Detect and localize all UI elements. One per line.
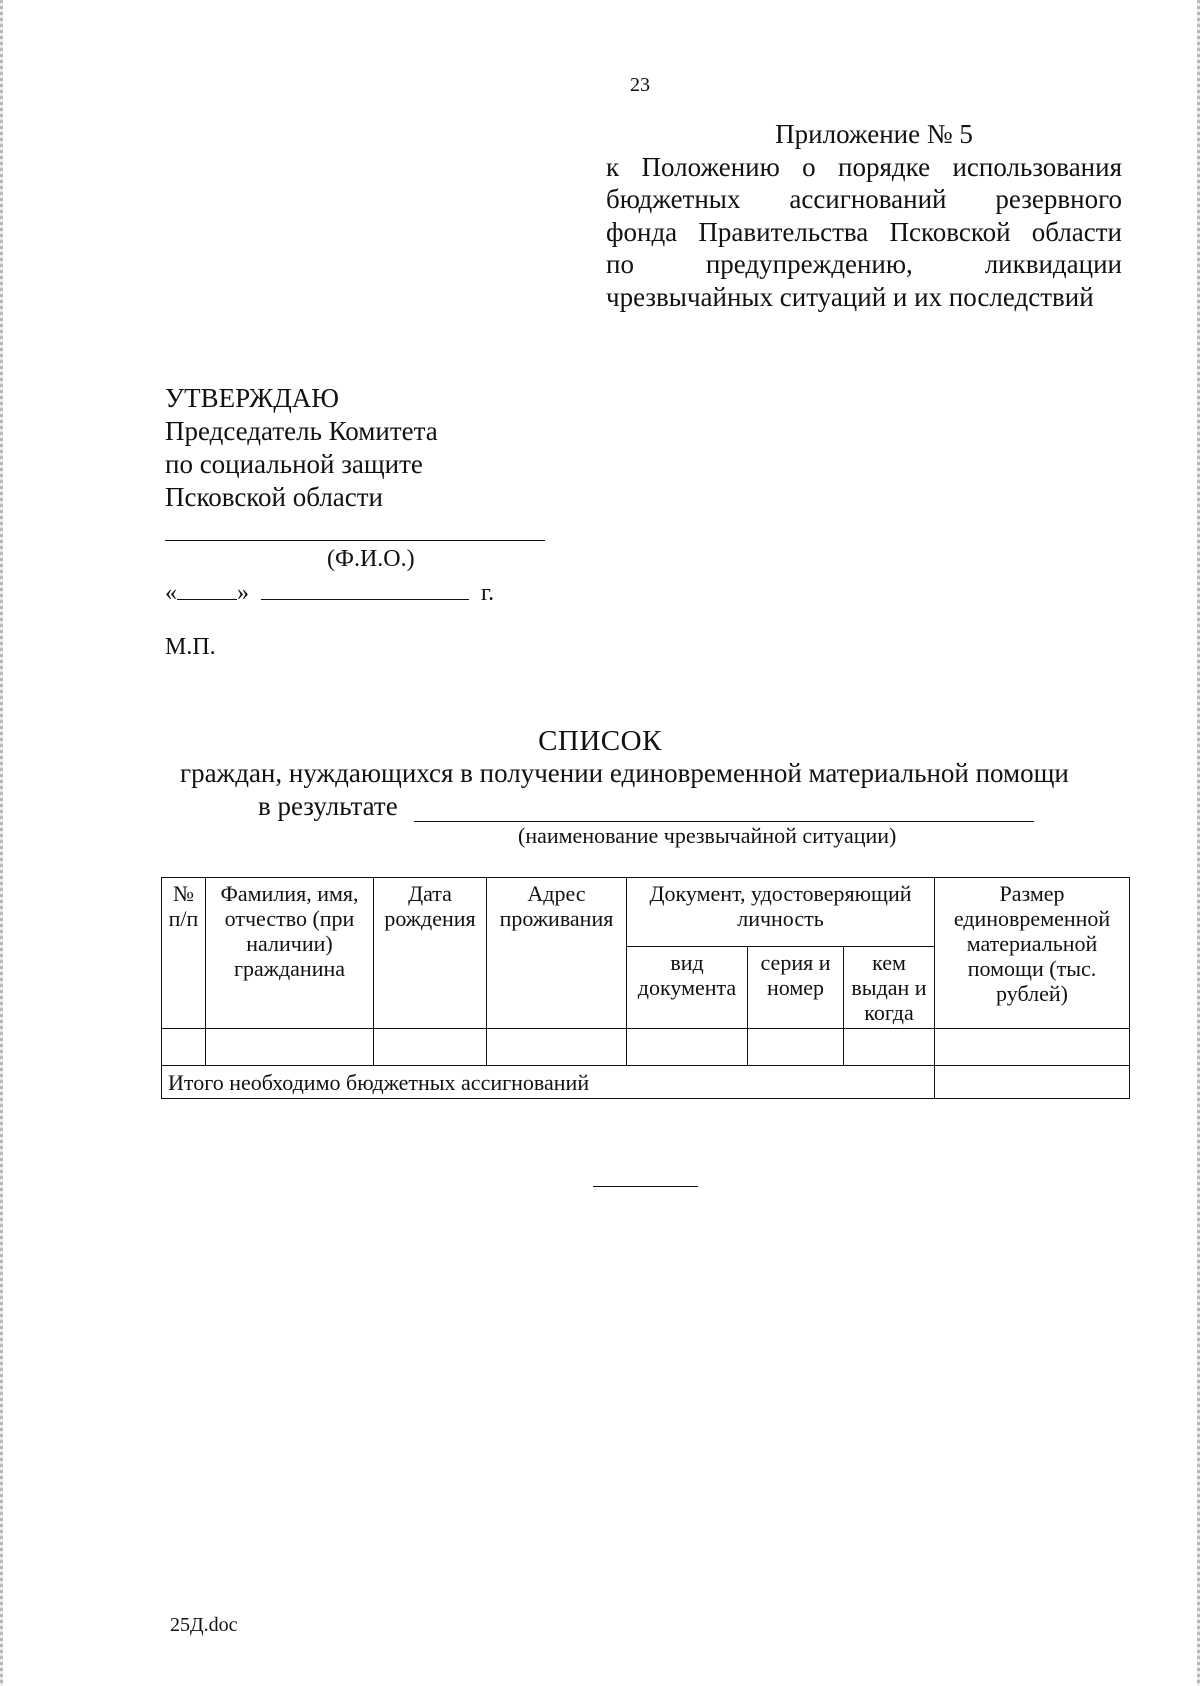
year-suffix: г. [481,580,495,606]
page-number: 23 [630,74,650,96]
annex-line: чрезвычайных ситуаций и их последствий [606,281,1094,312]
annex-title: Приложение № 5 [775,119,973,149]
header-identity-document: Документ, удостоверяющий личность [627,878,935,947]
table-row [162,1029,1130,1066]
table-cell [844,1029,935,1066]
header-doc-type: вид документа [627,947,748,1029]
annex-line: по предупреждению, ликвидации [606,249,1122,279]
list-subtitle: граждан, нуждающихся в получении единовременной материальной помощи [180,758,1069,788]
approval-line: Псковской области [165,482,384,512]
emergency-name-caption: (наименование чрезвычайной ситуации) [518,823,897,848]
date-close-quote: » [237,580,249,606]
list-title: СПИСОК [538,725,662,757]
header-name: Фамилия, имя, отчество (при наличии) гражданина [206,878,374,1029]
table-cell [748,1029,844,1066]
approval-date-row [165,577,494,607]
table-cell [162,1029,206,1066]
table-cell [374,1029,487,1066]
approval-line: по социальной защите [165,449,423,479]
file-name: 25Д.doc [170,1614,238,1636]
header-doc-issued: кем выдан и когда [844,947,935,1029]
header-address: Адрес проживания [487,878,627,1029]
header-num: № п/п [162,878,206,1029]
table-cell [935,1029,1130,1066]
month-year-blank [261,577,469,600]
table-cell [627,1029,748,1066]
fio-caption: (Ф.И.О.) [327,546,415,572]
approval-line: Председатель Комитета [165,416,438,446]
header-doc-series: серия и номер [748,947,844,1029]
signature-line [165,540,545,541]
header-aid-amount: Размер единовременной материальной помощи (тыс. рублей) [935,878,1130,1029]
total-label: Итого необходимо бюджетных ассигнований [162,1066,935,1099]
result-label: в результате [258,791,398,821]
annex-block [606,118,1122,313]
emergency-name-line [414,821,1034,822]
approval-block [165,382,438,514]
total-row [162,1066,1130,1099]
date-open-quote: « [165,580,177,606]
annex-line: к Положению о порядке использования [606,151,1122,182]
approval-heading: УТВЕРЖДАЮ [165,383,340,413]
scan-edge-left [0,0,3,1686]
header-birth-date: Дата рождения [374,878,487,1029]
end-rule [593,1186,698,1187]
annex-line: фонда Правительства Псковской области [606,216,1122,247]
citizens-table [161,877,1130,1099]
table-cell [206,1029,374,1066]
total-value-cell [935,1066,1130,1099]
stamp-place: М.П. [165,634,216,660]
annex-line: бюджетных ассигнований резервного [606,184,1122,214]
table-cell [487,1029,627,1066]
day-blank [177,577,237,600]
